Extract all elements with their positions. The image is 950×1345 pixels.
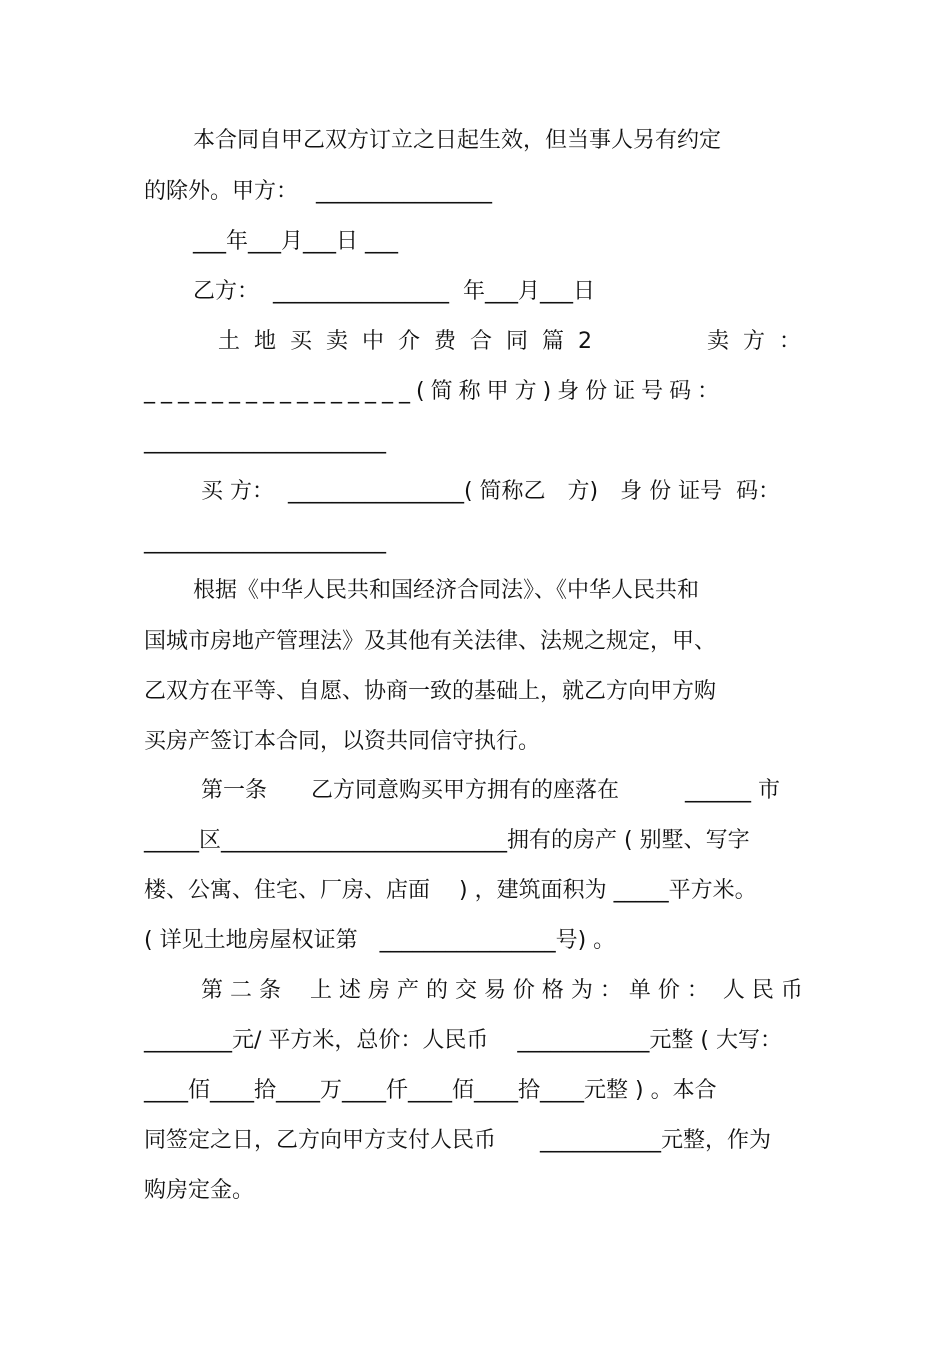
text-line: 乙方： ________________ 年___月___日 (193, 279, 595, 304)
text-line: ( 详见土地房屋权证第 ________________号) 。 (144, 928, 616, 953)
text-line: ________________(简称甲方)身份证号码： (144, 379, 726, 404)
text-line: ____佰____拾____万____仟____佰____拾____元整 ) 。本合 (144, 1078, 717, 1103)
text-line: ________元/ 平方米，总价：人民币 ____________元整 ( 大写： (144, 1028, 782, 1053)
text-line: 的除外。甲方： ________________ (144, 179, 492, 204)
text-line: 本合同自甲乙双方订立之日起生效，但当事人另有约定 (193, 128, 722, 153)
text-line: 乙双方在平等、自愿、协商一致的基础上，就乙方向甲方购 (144, 679, 717, 704)
text-line: ______________________ (144, 429, 386, 454)
text-line: _____区__________________________拥有的房产 ( 别墅、写字 (144, 828, 750, 853)
text-line: 同签定之日，乙方向甲方支付人民币 ___________元整，作为 (144, 1128, 772, 1153)
text-line: 国城市房地产管理法》及其他有关法律、法规之规定，甲、 (144, 629, 717, 654)
text-line: 购房定金。 (144, 1178, 255, 1203)
text-line: 卖方： (707, 329, 816, 354)
text-line: 第一条 乙方同意购买甲方拥有的座落在 ______ 市 (201, 778, 780, 803)
text-line: 根据《中华人民共和国经济合同法》、《中华人民共和 (193, 578, 700, 603)
text-line: 第 二 条 上 述 房 产 的 交 易 价 格 为 ： 单 价 ： 人 民 币 (201, 978, 803, 1003)
text-line: 楼、公寓、住宅、厂房、店面 ) ，建筑面积为 _____平方米。 (144, 878, 757, 903)
text-line: 买房产签订本合同，以资共同信守执行。 (144, 729, 541, 754)
text-line: 买 方： ________________( 简称乙 方) 身 份 证号 码： (201, 479, 781, 504)
text-line: ___年___月___日 ___ (193, 229, 398, 254)
text-line: 土地买卖中介费合同篇2 (218, 329, 606, 354)
text-line: ______________________ (144, 529, 386, 554)
